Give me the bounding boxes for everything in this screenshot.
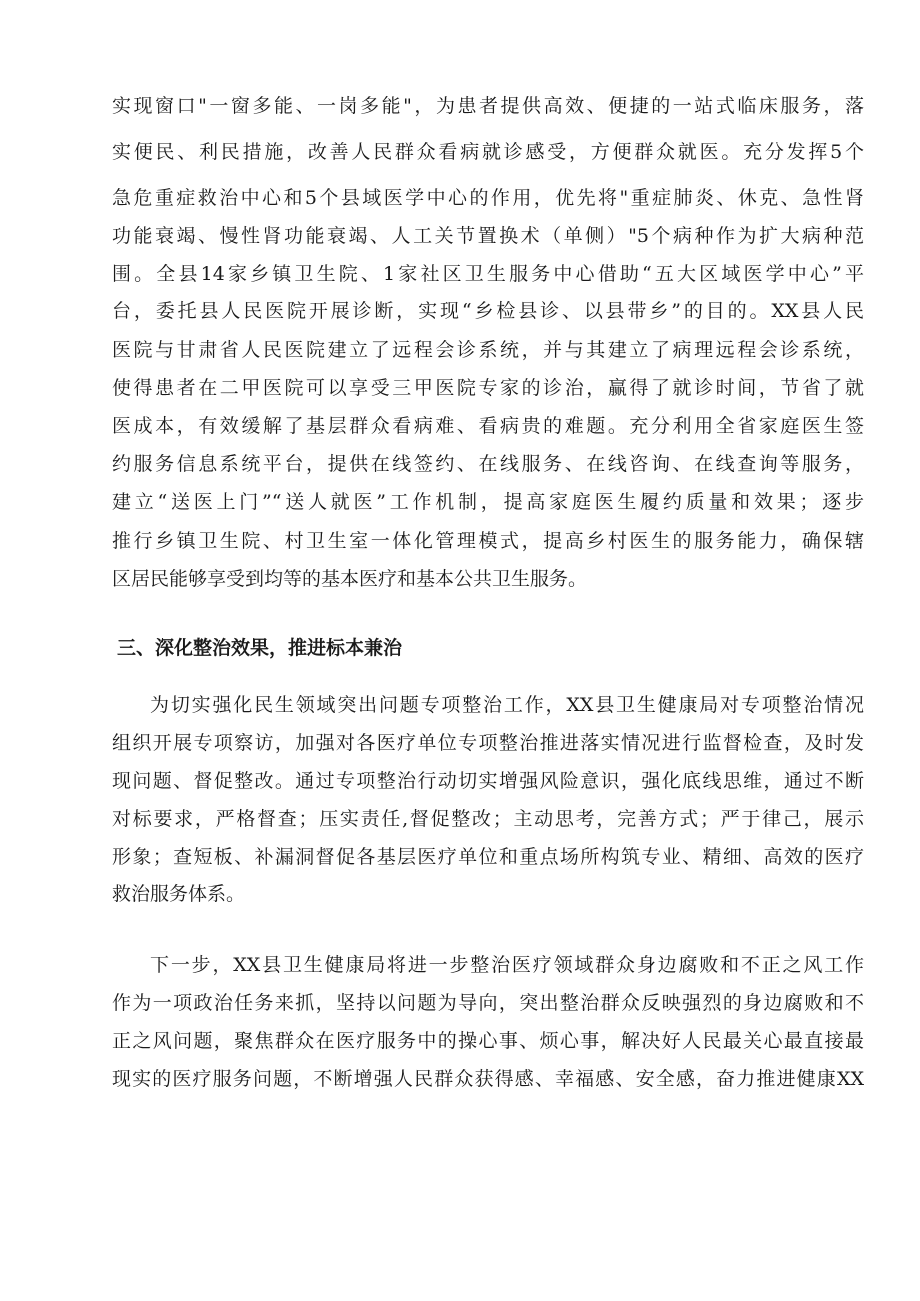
text-line: 实现窗口"一窗多能、一岗多能"，为患者提供高效、便捷的一站式临床服务，落 (112, 95, 864, 117)
text-line: 实便民、利民措施，改善人民群众看病就诊感受，方便群众就医。充分发挥5个 (112, 141, 864, 163)
text-line: 对标要求，严格督查；压实责任,督促整改；主动思考，完善方式；严于律己，展示 (112, 808, 864, 830)
text-line: 台，委托县人民医院开展诊断，实现“乡检县诊、以县带乡”的目的。XX县人民 (112, 300, 864, 322)
text-line: 功能衰竭、慢性肾功能衰竭、人工关节置换术（单侧）"5个病种作为扩大病种范 (112, 225, 864, 247)
text-line: 组织开展专项察访，加强对各医疗单位专项整治推进落实情况进行监督检查，及时发 (112, 732, 864, 754)
text-line: 下一步，XX县卫生健康局将进一步整治医疗领域群众身边腐败和不正之风工作 (150, 954, 864, 976)
text-line: 现问题、督促整改。通过专项整治行动切实增强风险意识，强化底线思维，通过不断 (112, 770, 864, 792)
text-line: 形象；查短板、补漏洞督促各基层医疗单位和重点场所构筑专业、精细、高效的医疗 (112, 846, 864, 868)
text-line: 作为一项政治任务来抓，坚持以问题为导向，突出整治群众反映强烈的身边腐败和不 (112, 992, 864, 1014)
text-line: 医成本，有效缓解了基层群众看病难、看病贵的难题。充分利用全省家庭医生签 (112, 415, 864, 437)
text-line: 建立“送医上门”“送人就医”工作机制，提高家庭医生履约质量和效果；逐步 (112, 491, 864, 513)
text-line: 急危重症救治中心和5个县域医学中心的作用，优先将"重症肺炎、休克、急性肾 (112, 187, 864, 209)
text-line: 使得患者在二甲医院可以享受三甲医院专家的诊治，赢得了就诊时间，节省了就 (112, 377, 864, 399)
text-line: 为切实强化民生领域突出问题专项整治工作，XX县卫生健康局对专项整治情况 (150, 694, 864, 716)
text-line: 区居民能够享受到均等的基本医疗和基本公共卫生服务。 (112, 568, 588, 590)
text-line: 围。全县14家乡镇卫生院、1家社区卫生服务中心借助“五大区域医学中心”平 (112, 263, 864, 285)
section-heading: 三、深化整治效果，推进标本兼治 (117, 637, 403, 659)
text-line: 医院与甘肃省人民医院建立了远程会诊系统，并与其建立了病理远程会诊系统， (112, 339, 864, 361)
text-line: 约服务信息系统平台，提供在线签约、在线服务、在线咨询、在线查询等服务， (112, 453, 864, 475)
text-line: 正之风问题，聚焦群众在医疗服务中的操心事、烦心事，解决好人民最关心最直接最 (112, 1030, 864, 1052)
text-line: 推行乡镇卫生院、村卫生室一体化管理模式，提高乡村医生的服务能力，确保辖 (112, 530, 864, 552)
text-line: 现实的医疗服务问题，不断增强人民群众获得感、幸福感、安全感，奋力推进健康XX (112, 1068, 864, 1090)
text-line: 救治服务体系。 (112, 883, 246, 905)
